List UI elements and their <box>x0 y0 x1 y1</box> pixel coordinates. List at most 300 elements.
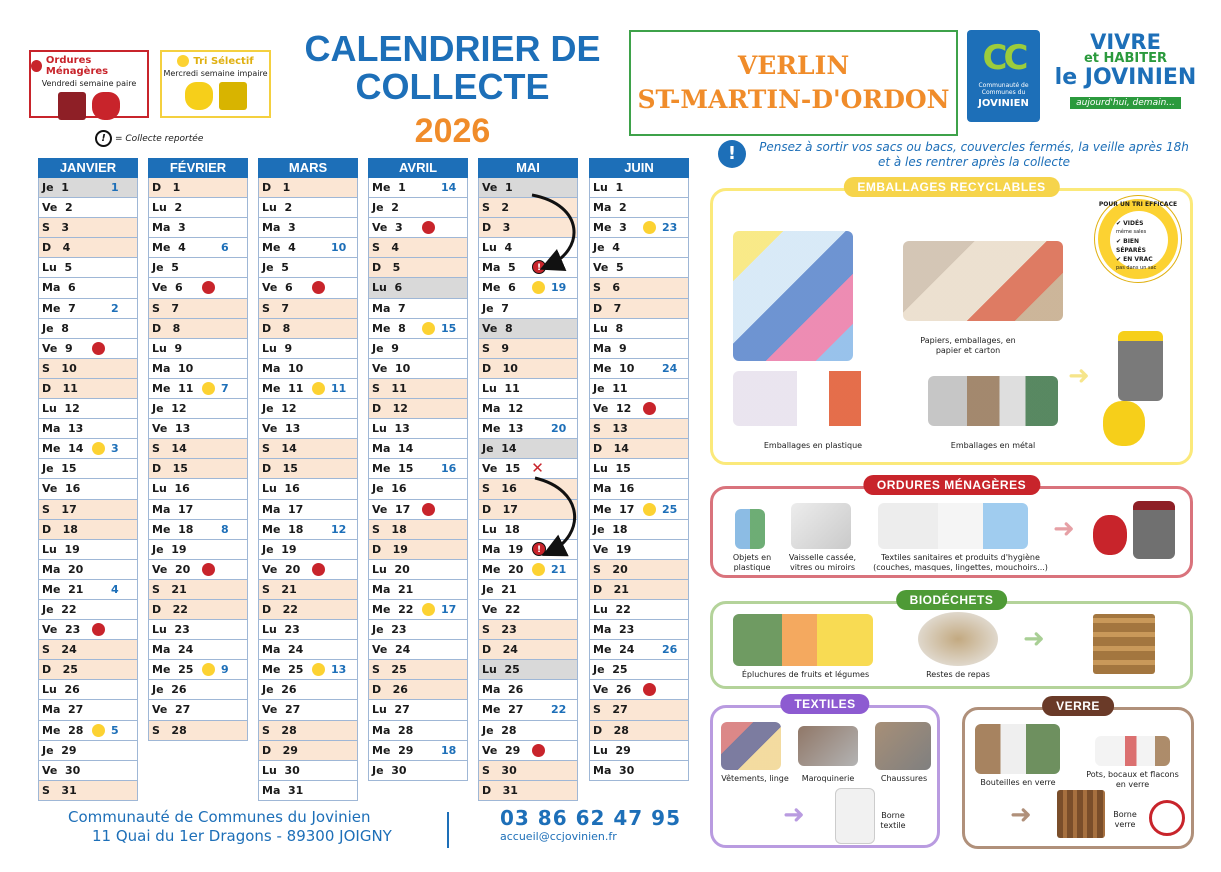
day-row <box>38 660 138 680</box>
compost-crate-image <box>1093 614 1155 674</box>
day-label: Ma 20 <box>42 562 84 576</box>
day-label: D 17 <box>482 502 518 516</box>
household-collection-dot <box>202 563 215 576</box>
day-label: Me 7 <box>42 301 76 315</box>
day-label: Ve 20 <box>152 562 191 576</box>
day-row <box>478 479 578 499</box>
meal-leftovers-image <box>918 612 998 666</box>
day-label: Ve 27 <box>262 703 301 717</box>
legend-sorting <box>160 50 271 118</box>
day-label: Je 30 <box>372 763 407 777</box>
day-label: D 10 <box>482 361 518 375</box>
day-row <box>38 741 138 761</box>
day-label: Ma 17 <box>152 502 194 516</box>
day-label: Je 26 <box>152 683 187 697</box>
day-label: Ve 8 <box>482 321 513 335</box>
day-row <box>258 218 358 238</box>
day-label: S 3 <box>42 221 70 235</box>
cancelled-collection-icon: ✕ <box>531 459 544 478</box>
day-row <box>148 560 248 580</box>
day-label: D 1 <box>152 181 181 194</box>
footer-divider <box>447 812 449 848</box>
day-label: Lu 9 <box>152 341 183 355</box>
day-label: Ma 12 <box>482 402 524 416</box>
day-row <box>38 781 138 801</box>
day-label: Je 1 <box>42 181 69 194</box>
sorting-collection-dot <box>312 382 325 395</box>
day-label: S 11 <box>372 381 407 395</box>
day-label: Lu 12 <box>42 402 80 416</box>
day-row <box>478 359 578 379</box>
day-label: S 9 <box>482 341 510 355</box>
day-row <box>368 620 468 640</box>
day-label: D 11 <box>42 381 78 395</box>
section-title-verre: VERRE <box>1042 696 1114 716</box>
day-label: D 26 <box>372 683 408 697</box>
day-label: Je 14 <box>482 442 517 456</box>
no-glass-icon <box>1149 800 1185 836</box>
day-row <box>478 640 578 660</box>
day-label: Je 25 <box>593 663 628 677</box>
day-row <box>589 339 689 359</box>
day-row <box>148 278 248 298</box>
day-row <box>38 218 138 238</box>
footer-address: 11 Quai du 1er Dragons - 89300 JOIGNY <box>92 827 392 845</box>
month-header: JANVIER <box>38 158 138 178</box>
week-number: 16 <box>441 462 457 476</box>
day-row <box>368 299 468 319</box>
month-column <box>38 158 138 801</box>
day-label: Me 22 <box>372 602 414 616</box>
month-column <box>589 158 689 781</box>
day-row <box>368 319 468 339</box>
day-row <box>258 640 358 660</box>
day-label: Je 26 <box>262 683 297 697</box>
day-row <box>368 419 468 439</box>
day-label: D 7 <box>593 301 622 315</box>
day-row <box>589 741 689 761</box>
day-row <box>38 258 138 278</box>
day-row <box>38 178 138 198</box>
day-label: D 25 <box>42 663 78 677</box>
day-label: Lu 6 <box>372 281 403 295</box>
day-row <box>589 560 689 580</box>
day-row <box>368 741 468 761</box>
day-label: Je 21 <box>482 582 517 596</box>
week-number: 7 <box>221 381 229 395</box>
month-header: MARS <box>258 158 358 178</box>
sorting-collection-dot <box>202 382 215 395</box>
plastic-objects-image <box>735 509 765 549</box>
day-label: Ma 28 <box>372 723 414 737</box>
day-label: Je 22 <box>42 602 77 616</box>
day-row <box>368 600 468 620</box>
household-collection-dot <box>532 744 545 757</box>
day-label: Me 28 <box>42 723 84 737</box>
day-label: D 19 <box>372 542 408 556</box>
day-label: S 13 <box>593 422 628 436</box>
day-label: Ve 5 <box>593 261 624 275</box>
day-row <box>368 278 468 298</box>
day-label: Je 11 <box>593 381 628 395</box>
day-row <box>589 359 689 379</box>
day-label: Je 23 <box>372 623 407 637</box>
day-row <box>589 479 689 499</box>
day-label: S 27 <box>593 703 628 717</box>
day-label: Me 6 <box>482 281 516 295</box>
info-exclamation-icon: ! <box>718 140 746 168</box>
week-number: 8 <box>221 522 229 536</box>
day-label: Me 18 <box>152 522 194 536</box>
day-row <box>38 640 138 660</box>
day-label: Ve 9 <box>42 341 73 355</box>
textile-bin-image <box>835 788 875 844</box>
day-row <box>258 781 358 801</box>
section-title-bio: BIODÉCHETS <box>896 590 1008 610</box>
day-label: Lu 1 <box>593 181 624 194</box>
day-row <box>368 459 468 479</box>
legend-ts-sub: Mercredi semaine impaire <box>163 69 268 78</box>
day-row <box>258 359 358 379</box>
week-number: 17 <box>441 602 457 616</box>
day-row <box>478 580 578 600</box>
section-biowaste <box>710 593 1193 689</box>
day-row <box>478 560 578 580</box>
sorting-collection-dot <box>312 663 325 676</box>
day-row <box>258 299 358 319</box>
day-row <box>478 278 578 298</box>
day-row <box>589 379 689 399</box>
day-label: D 21 <box>593 582 629 596</box>
day-label: Je 5 <box>152 261 179 275</box>
day-label: D 29 <box>262 743 298 757</box>
day-row <box>38 520 138 540</box>
day-row <box>258 198 358 218</box>
day-row <box>478 419 578 439</box>
week-number: 3 <box>111 442 119 456</box>
day-row <box>589 580 689 600</box>
day-row <box>38 580 138 600</box>
sorting-collection-dot <box>532 281 545 294</box>
day-label: Ve 13 <box>262 422 301 436</box>
section-textiles <box>710 697 940 848</box>
day-row <box>148 540 248 560</box>
day-label: Lu 23 <box>152 623 190 637</box>
vivre-habiter-logo: VIVRE et HABITER le JOVINIEN aujourd'hui, demain... <box>1054 30 1197 108</box>
day-label: Ve 27 <box>152 703 191 717</box>
day-row <box>148 520 248 540</box>
day-label: D 28 <box>593 723 629 737</box>
day-label: Ma 16 <box>593 482 635 496</box>
day-row <box>478 680 578 700</box>
day-label: D 15 <box>262 462 298 476</box>
day-label: Je 12 <box>262 402 297 416</box>
day-row <box>478 500 578 520</box>
day-row <box>38 500 138 520</box>
day-label: S 23 <box>482 623 517 637</box>
day-row <box>478 600 578 620</box>
day-label: S 31 <box>42 783 77 797</box>
day-label: Je 8 <box>42 321 69 335</box>
day-row <box>368 640 468 660</box>
day-row <box>589 439 689 459</box>
day-row <box>258 258 358 278</box>
day-label: Je 2 <box>372 201 399 215</box>
day-label: Je 18 <box>593 522 628 536</box>
day-row <box>368 178 468 198</box>
day-label: Ma 3 <box>262 221 296 235</box>
day-label: Me 11 <box>262 381 304 395</box>
day-label: Me 1 <box>372 181 406 194</box>
day-label: Lu 27 <box>372 703 410 717</box>
metal-packaging-image <box>928 376 1058 426</box>
week-number: 24 <box>662 361 678 375</box>
day-row <box>148 399 248 419</box>
day-label: Ma 10 <box>152 361 194 375</box>
day-row <box>478 761 578 781</box>
week-number: 21 <box>551 562 567 576</box>
day-label: Ma 3 <box>152 221 186 235</box>
day-row <box>589 178 689 198</box>
day-label: Lu 13 <box>372 422 410 436</box>
caption-plastic: Emballages en plastique <box>763 441 863 450</box>
day-row <box>589 278 689 298</box>
day-row <box>258 459 358 479</box>
day-label: Ma 30 <box>593 763 635 777</box>
footer-email[interactable]: accueil@ccjovinien.fr <box>500 830 617 843</box>
day-row <box>38 600 138 620</box>
day-row <box>368 258 468 278</box>
day-row <box>258 680 358 700</box>
day-row <box>589 660 689 680</box>
red-bag-icon <box>92 92 120 120</box>
day-row <box>478 319 578 339</box>
day-label: Lu 11 <box>482 381 520 395</box>
glass-jars-image <box>1095 736 1170 766</box>
day-row <box>478 620 578 640</box>
cc-jovinien-logo: CC Communauté de Communes du JOVINIEN <box>967 30 1040 122</box>
sorting-collection-dot <box>643 221 656 234</box>
day-row <box>148 439 248 459</box>
day-row <box>148 419 248 439</box>
day-label: Ma 19 <box>482 542 524 556</box>
day-label: D 18 <box>42 522 78 536</box>
town-name-2: ST-MARTIN-D'ORDON <box>637 85 950 114</box>
day-label: Me 29 <box>372 743 414 757</box>
plastic-packaging-image <box>733 371 893 426</box>
week-number: 20 <box>551 422 567 436</box>
month-header: FÉVRIER <box>148 158 248 178</box>
day-label: Lu 16 <box>262 482 300 496</box>
day-row <box>368 721 468 741</box>
shoes-image <box>875 722 931 770</box>
day-label: D 5 <box>372 261 401 275</box>
day-row <box>368 660 468 680</box>
day-label: Me 14 <box>42 442 84 456</box>
legend-household-waste <box>29 50 149 118</box>
day-row <box>478 258 578 278</box>
footer-phone[interactable]: 03 86 62 47 95 <box>500 806 682 830</box>
day-row <box>478 218 578 238</box>
day-label: Lu 2 <box>262 201 293 215</box>
day-label: D 14 <box>593 442 629 456</box>
day-row <box>258 319 358 339</box>
day-row <box>258 238 358 258</box>
day-row <box>368 198 468 218</box>
day-row <box>38 399 138 419</box>
day-row <box>38 319 138 339</box>
caption-tex-1: Vêtements, linge <box>721 774 789 783</box>
day-row <box>258 600 358 620</box>
day-row <box>478 781 578 801</box>
day-row <box>258 439 358 459</box>
week-number: 5 <box>111 723 119 737</box>
day-label: Me 11 <box>152 381 194 395</box>
day-label: S 18 <box>372 522 407 536</box>
day-label: Ve 29 <box>482 743 521 757</box>
day-label: D 12 <box>372 402 408 416</box>
day-label: Ma 17 <box>262 502 304 516</box>
day-label: Je 7 <box>482 301 509 315</box>
town-box <box>629 30 958 136</box>
week-number: 25 <box>662 502 678 516</box>
week-number: 14 <box>441 181 457 194</box>
day-row <box>368 218 468 238</box>
day-label: Lu 30 <box>262 763 300 777</box>
day-row <box>589 620 689 640</box>
household-collection-dot <box>643 683 656 696</box>
month-header: AVRIL <box>368 158 468 178</box>
day-label: S 25 <box>372 663 407 677</box>
day-row <box>368 580 468 600</box>
footer-org: Communauté de Communes du Jovinien <box>68 808 371 826</box>
day-label: Lu 5 <box>42 261 73 275</box>
day-label: S 7 <box>262 301 290 315</box>
sorting-collection-dot <box>92 724 105 737</box>
yellow-dot-icon <box>177 55 189 67</box>
day-row <box>38 299 138 319</box>
day-row <box>589 721 689 741</box>
day-label: Lu 20 <box>372 562 410 576</box>
day-row <box>38 761 138 781</box>
day-row <box>368 680 468 700</box>
week-number: 18 <box>441 743 457 757</box>
arrow-right-icon: ➜ <box>1068 361 1090 391</box>
day-label: Ve 24 <box>372 643 411 657</box>
day-label: Ma 27 <box>42 703 84 717</box>
day-label: Lu 16 <box>152 482 190 496</box>
day-label: Me 4 <box>262 241 296 255</box>
arrow-right-icon: ➜ <box>1053 514 1075 544</box>
day-row <box>478 721 578 741</box>
day-row <box>38 238 138 258</box>
day-row <box>589 640 689 660</box>
day-label: Ma 9 <box>593 341 627 355</box>
day-row <box>478 741 578 761</box>
day-row <box>589 238 689 258</box>
day-label: S 16 <box>482 482 517 496</box>
day-row <box>148 620 248 640</box>
day-row <box>38 620 138 640</box>
reported-collection-icon: ! <box>532 260 546 274</box>
day-row <box>368 761 468 781</box>
day-label: Ve 22 <box>482 602 521 616</box>
day-row <box>148 721 248 741</box>
week-number: 11 <box>331 381 347 395</box>
month-header: JUIN <box>589 158 689 178</box>
day-row <box>38 439 138 459</box>
day-row <box>368 238 468 258</box>
day-row <box>368 399 468 419</box>
day-label: Ma 23 <box>593 623 635 637</box>
broken-dishes-image <box>791 503 851 549</box>
day-label: Ve 2 <box>42 201 73 215</box>
day-label: Me 10 <box>593 361 635 375</box>
household-collection-dot <box>312 281 325 294</box>
household-collection-dot <box>643 402 656 415</box>
day-label: D 31 <box>482 783 518 797</box>
day-row <box>589 218 689 238</box>
day-label: S 14 <box>152 442 187 456</box>
glass-bin-image <box>1057 790 1105 838</box>
caption-om-2: Vaisselle cassée, vitres ou miroirs <box>788 553 857 572</box>
day-row <box>258 741 358 761</box>
caption-ver-1: Bouteilles en verre <box>980 778 1056 787</box>
day-label: Ma 5 <box>482 261 516 275</box>
peelings-image <box>733 614 873 666</box>
day-row <box>38 359 138 379</box>
day-row <box>478 238 578 258</box>
day-row <box>478 379 578 399</box>
day-row <box>368 439 468 459</box>
day-label: Lu 8 <box>593 321 624 335</box>
day-label: Lu 15 <box>593 462 631 476</box>
sorting-collection-dot <box>422 322 435 335</box>
day-label: S 4 <box>372 241 400 255</box>
day-row <box>148 359 248 379</box>
sorting-collection-dot <box>422 603 435 616</box>
day-label: Ve 23 <box>42 623 81 637</box>
day-label: Lu 2 <box>152 201 183 215</box>
day-label: D 24 <box>482 643 518 657</box>
caption-tex-3: Chaussures <box>880 774 928 783</box>
day-row <box>258 520 358 540</box>
day-row <box>38 419 138 439</box>
day-row <box>478 520 578 540</box>
week-number: 12 <box>331 522 347 536</box>
day-label: Me 3 <box>593 221 627 235</box>
section-glass <box>962 699 1194 849</box>
day-row <box>38 721 138 741</box>
day-label: S 28 <box>152 723 187 737</box>
day-label: Je 12 <box>152 402 187 416</box>
paper-cardboard-image <box>903 241 1063 321</box>
month-column <box>258 158 358 801</box>
arrow-right-icon: ➜ <box>1023 624 1045 654</box>
reported-collection-icon: ! <box>532 542 546 556</box>
day-row <box>589 198 689 218</box>
day-label: D 8 <box>152 321 181 335</box>
day-label: D 3 <box>482 221 511 235</box>
day-label: Je 9 <box>372 341 399 355</box>
day-label: Me 25 <box>262 663 304 677</box>
notice <box>718 140 1198 170</box>
day-label: Ve 17 <box>372 502 411 516</box>
caption-om-3: Textiles sanitaires et produits d'hygiène (couches, masques, lingettes, mouchoirs...) <box>873 553 1048 572</box>
day-label: Ve 20 <box>262 562 301 576</box>
day-row <box>148 660 248 680</box>
day-row <box>368 479 468 499</box>
